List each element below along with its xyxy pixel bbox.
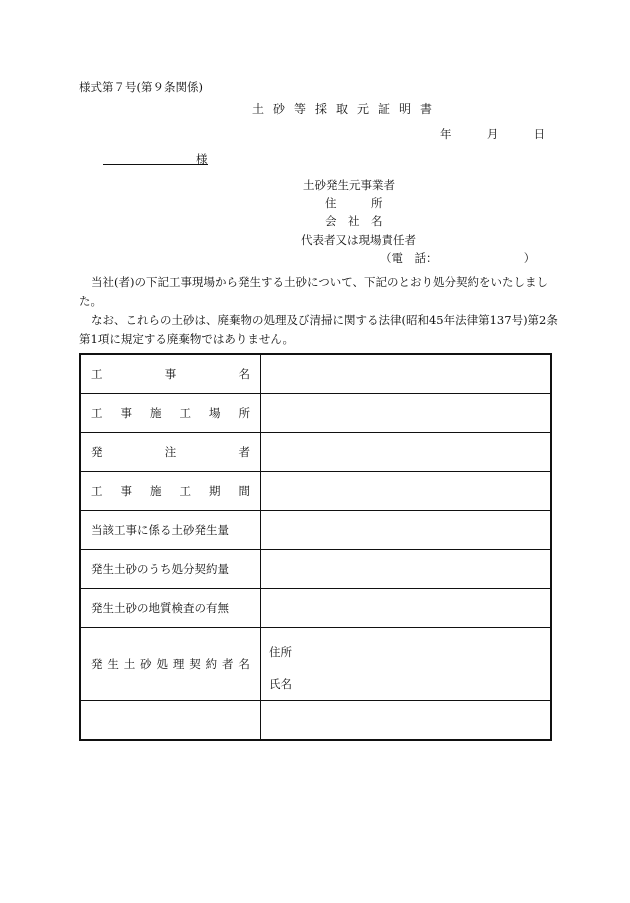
row-label-geology-inspection: 発生土砂の地質検査の有無 [80,589,261,628]
row-label-soil-volume: 当該工事に係る土砂発生量 [80,511,261,550]
issuer-company-label: 会 社 名 [325,214,383,228]
table-row [80,394,551,433]
row-label-construction-name [80,354,261,394]
addressee-suffix: 様 [196,152,208,166]
value-cell-construction-period[interactable] [261,472,552,511]
date-day-label: 日 [533,127,546,141]
row-label-orderer [80,433,261,472]
label-text: 工 事 名 [91,367,250,381]
table-row [80,472,551,511]
table-row [80,550,551,589]
value-cell-geology-inspection[interactable] [261,589,552,628]
contractor-address-label: 住所 [269,645,292,659]
table-row [80,701,551,741]
body-paragraph-2: なお、これらの土砂は、廃棄物の処理及び清掃に関する法律(昭和45年法律第137号)第2条第1項に規定する廃棄物ではありません。 [79,313,558,346]
value-cell-soil-volume[interactable] [261,511,552,550]
label-text: 工 事 施 工 場 所 [91,406,250,420]
value-cell-blank[interactable] [261,701,552,741]
value-cell-orderer[interactable] [261,433,552,472]
addressee-underline [103,164,208,165]
issuer-address-label: 住 所 [325,196,383,210]
issuer-phone-label: （電 話： ） [380,251,536,265]
form-number: 様式第７号(第９条関係) [79,80,203,94]
table-row [80,628,551,701]
body-paragraph-1: 当社(者)の下記工事現場から発生する土砂について、下記のとおり処分契約をいたしました。 [79,275,549,308]
issuer-representative-label: 代表者又は現場責任者 [301,233,416,247]
document-title: 土砂等採取元証明書 [252,102,442,116]
row-label-contract-volume: 発生土砂のうち処分契約量 [80,550,261,589]
contractor-name-label: 氏名 [269,677,292,691]
table-row [80,433,551,472]
issuer-org-label: 土砂発生元事業者 [303,178,395,192]
value-cell-contract-volume[interactable] [261,550,552,589]
table-row [80,511,551,550]
table-row [80,589,551,628]
date-year-label: 年 [440,127,452,141]
value-cell-construction-name[interactable] [261,354,552,394]
date-line [440,126,545,142]
label-text: 工 事 施 工 期 間 [91,484,250,498]
row-label-construction-site [80,394,261,433]
label-text: 発 注 者 [91,445,250,459]
label-text: 発 生 土 砂 処 理 契 約 者 名 [91,657,250,671]
value-cell-construction-site[interactable] [261,394,552,433]
date-month-label: 月 [486,127,499,141]
table-row [80,354,551,394]
row-label-contractor [80,628,261,701]
row-label-blank [80,701,261,741]
value-cell-contractor[interactable] [261,628,552,701]
row-label-construction-period [80,472,261,511]
certificate-table [79,353,552,741]
